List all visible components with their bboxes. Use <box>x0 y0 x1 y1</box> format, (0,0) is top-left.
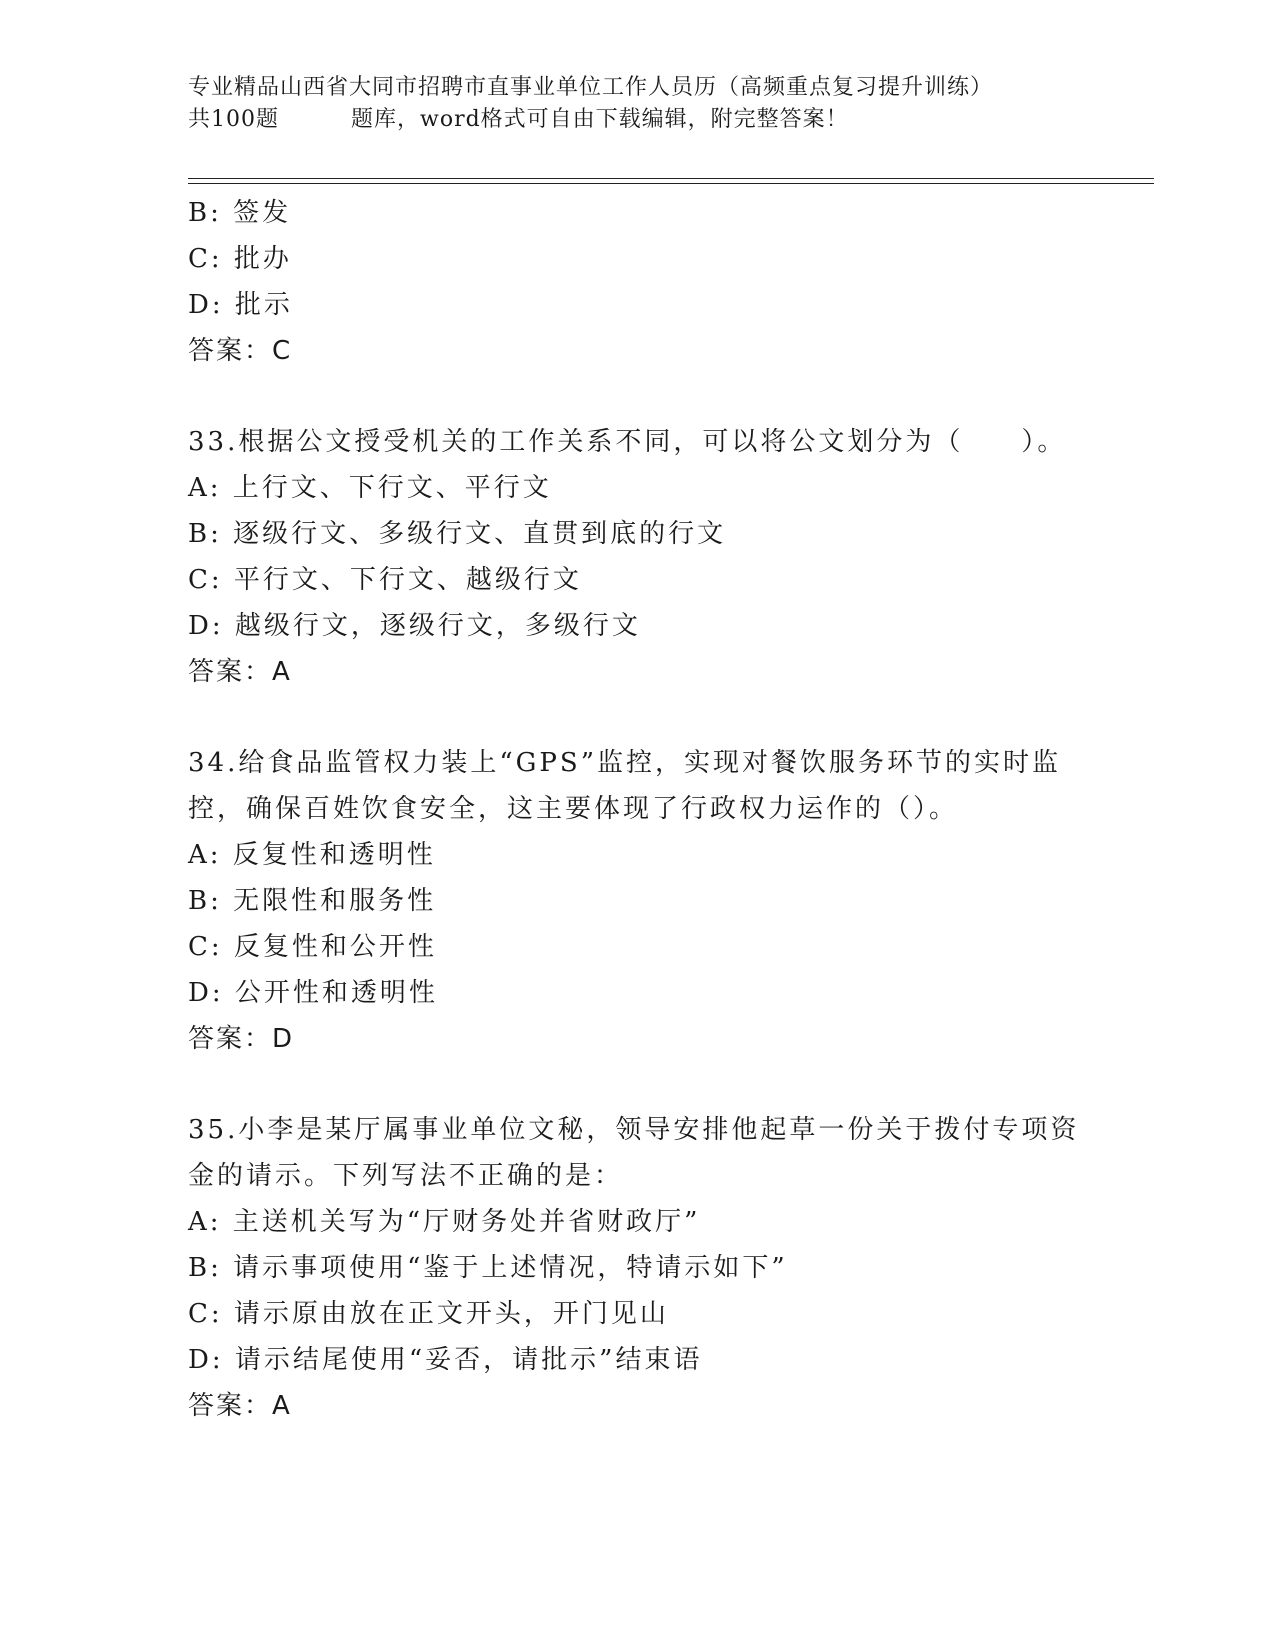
answer-label: 答案：A <box>188 1391 292 1421</box>
option-d: D: 越级行文，逐级行文，多级行文 <box>188 611 641 641</box>
option-b: B: 逐级行文、多级行文、直贯到底的行文 <box>188 519 727 549</box>
answer-label: 答案：D <box>188 1024 295 1054</box>
option-c: C: 批办 <box>188 244 292 274</box>
option-b: B: 无限性和服务性 <box>188 886 437 916</box>
header-divider-bottom <box>188 183 1154 184</box>
option-c: C: 请示原由放在正文开头，开门见山 <box>188 1299 669 1329</box>
answer-label: 答案：C <box>188 336 293 366</box>
document-header <box>188 72 1088 136</box>
option-a: A: 反复性和透明性 <box>188 840 436 870</box>
question-count: 共100题 <box>188 107 279 132</box>
option-d: D: 批示 <box>188 290 293 320</box>
question-34 <box>188 740 1088 1062</box>
option-b: B: 签发 <box>188 198 292 228</box>
answer-label: 答案：A <box>188 657 292 687</box>
question-content <box>188 190 1088 1429</box>
option-d: D: 公开性和透明性 <box>188 978 438 1008</box>
header-subtitle-line <box>188 104 1088 136</box>
question-text: 34.给食品监管权力装上“GPS”监控，实现对餐饮服务环节的实时监 <box>188 748 1062 778</box>
question-text-continued: 控，确保百姓饮食安全，这主要体现了行政权力运作的（）。 <box>188 794 959 824</box>
question-33 <box>188 419 1088 695</box>
option-c: C: 平行文、下行文、越级行文 <box>188 565 582 595</box>
header-title-line: 专业精品山西省大同市招聘市直事业单位工作人员历（高频重点复习提升训练） <box>188 75 994 100</box>
option-a: A: 主送机关写为“厅财务处并省财政厅” <box>188 1207 701 1237</box>
question-35 <box>188 1107 1088 1429</box>
option-b: B: 请示事项使用“鉴于上述情况，特请示如下” <box>188 1253 788 1283</box>
header-description: 题库，word格式可自由下载编辑，附完整答案！ <box>351 107 849 132</box>
question-text: 35.小李是某厅属事业单位文秘，领导安排他起草一份关于拨付专项资 <box>188 1115 1080 1145</box>
question-32-continuation <box>188 190 1088 374</box>
header-divider-top <box>188 178 1154 179</box>
question-text: 33.根据公文授受机关的工作关系不同，可以将公文划分为（ ）。 <box>188 427 1067 457</box>
question-text-continued: 金的请示。下列写法不正确的是： <box>188 1161 624 1191</box>
option-d: D: 请示结尾使用“妥否，请批示”结束语 <box>188 1345 703 1375</box>
option-a: A: 上行文、下行文、平行文 <box>188 473 552 503</box>
option-c: C: 反复性和公开性 <box>188 932 437 962</box>
